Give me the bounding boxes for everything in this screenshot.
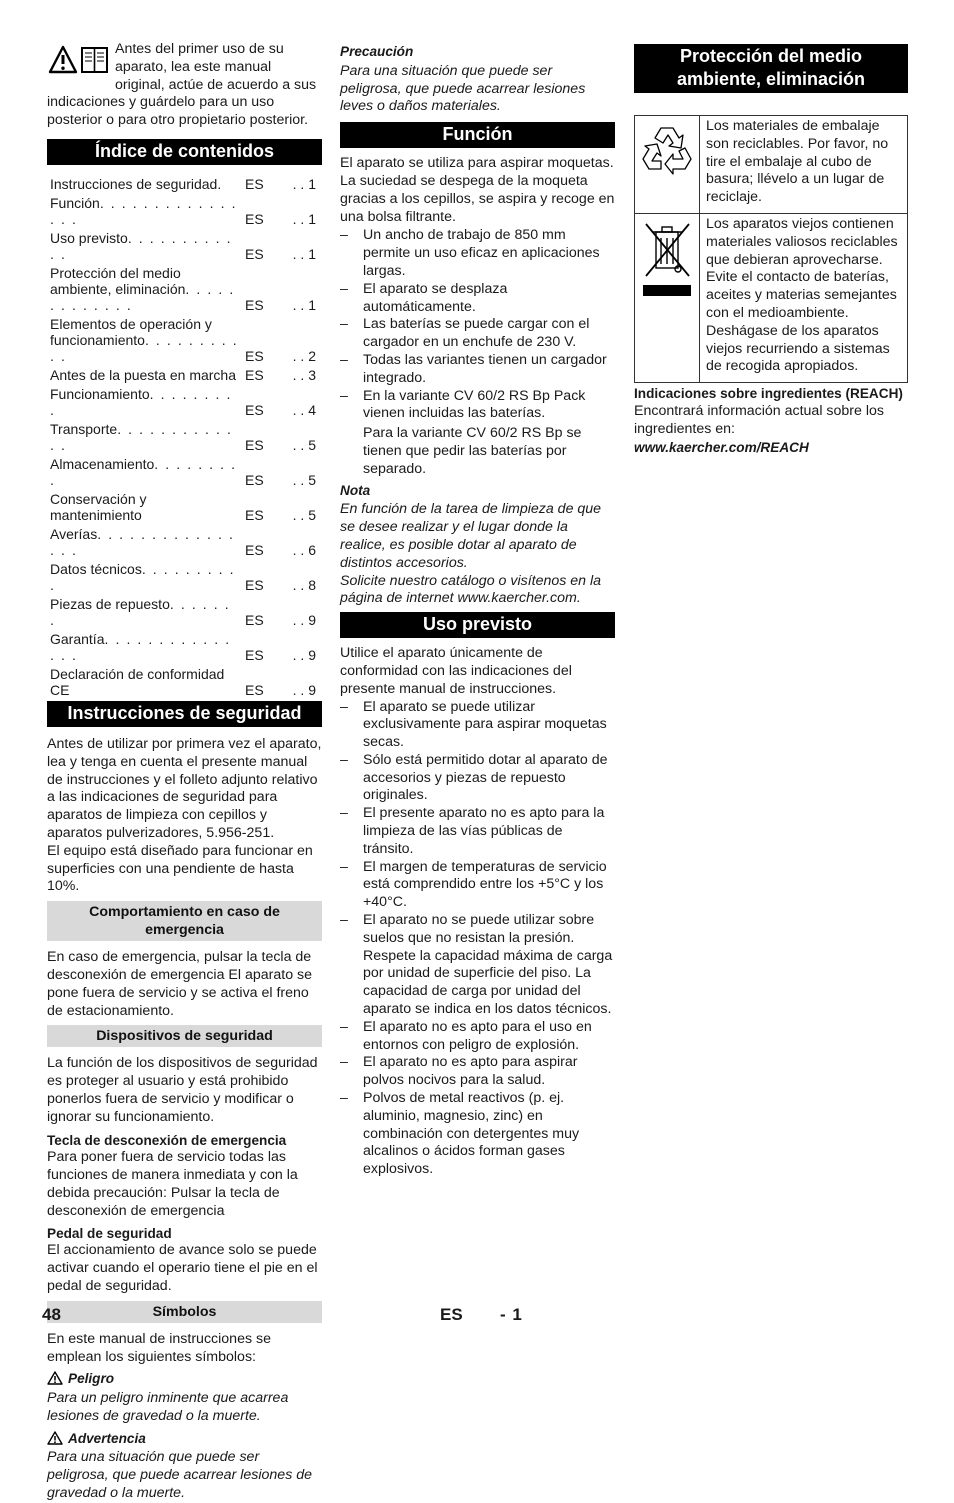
devices-heading: Dispositivos de seguridad	[47, 1025, 322, 1047]
note-text-1: En función de la tarea de limpieza de que se desee realizar y el lugar donde la realice, es posible dotar al aparato de distintos accesorios.	[340, 501, 602, 571]
warning-label: Advertencia	[68, 1430, 146, 1446]
toc-entry-lang: ES	[245, 577, 264, 594]
list-item: – El aparato se puede utilizar exclusivamente para aspirar moquetas secas.	[340, 699, 615, 752]
toc-dots: . . . . . . . . . . . . . . .	[50, 631, 231, 664]
toc-entry-title: Almacenamiento. . . . . . . . .	[50, 456, 237, 489]
toc-entry-lang: ES	[245, 297, 264, 314]
reach-text: Encontrará información actual sobre los ingredientes en:	[634, 402, 884, 437]
list-item: – Todas las variantes tienen un cargador integrado.	[340, 352, 615, 388]
toc-dots: . . . . . . . . . . . .	[50, 230, 233, 263]
function-text: El aparato se utiliza para aspirar moquetas. La suciedad se despega de la moqueta gracias a los cepillos, se aspira y recoge en una bolsa filtrante.	[340, 155, 615, 225]
toc-entry-lang: ES	[245, 211, 264, 228]
toc-entry[interactable]	[47, 420, 322, 455]
page-footer	[0, 1306, 954, 1330]
toc-entry-title: Antes de la puesta en marcha	[50, 367, 237, 384]
toc-dots: . . . . . . . . . . . . . . . .	[50, 195, 238, 228]
toc-entry[interactable]	[47, 630, 322, 665]
env-packaging-text: Los materiales de embalaje son reciclables. Por favor, no tire el embalaje al cubo de basura; llévelo a un lugar de reciclaje.	[700, 116, 908, 214]
reach-heading: Indicaciones sobre ingredientes (REACH)	[634, 386, 903, 402]
toc-entry-lang: ES	[245, 612, 264, 629]
toc-dots: . . . . . . . . . . . . . . . .	[50, 526, 235, 559]
toc-dots: . . . . . . . . . .	[50, 561, 236, 594]
warning-text: Para una situación que puede ser peligrosa, que puede acarrear lesiones de gravedad o la muerte.	[47, 1449, 313, 1502]
intro-icons	[47, 43, 111, 77]
pedal-text: El accionamiento de avance solo se puede activar cuando el operario tiene el pie en el pedal de seguridad.	[47, 1242, 318, 1294]
toc-entry-title: Garantía. . . . . . . . . . . . . . .	[50, 631, 231, 664]
danger-text: Para un peligro inminente que acarrea lesiones de gravedad o la muerte.	[47, 1390, 289, 1424]
emergency-text: En caso de emergencia, pulsar la tecla de desconexión de emergencia El aparato se pone fuera de servicio y se activa el freno de estacionamiento.	[47, 949, 313, 1019]
toc-entry-title: Protección del medio ambiente, eliminación. . . . . . . . . . . . .	[50, 265, 235, 314]
intro-text: Antes del primer uso de su aparato, lea este manual original, actúe de acuerdo a sus indicaciones y guárdelo para un uso posterior o para otro propietario posterior.	[47, 41, 317, 129]
warning-triangle-icon	[47, 1371, 63, 1385]
toc-entry[interactable]	[47, 455, 322, 490]
toc-entry-page: . . 5	[292, 507, 316, 524]
toc-dots: . . . . . . . . . . . . .	[50, 421, 233, 454]
toc-entry-page: . . 1	[292, 246, 316, 263]
toc-entry-title: Instrucciones de seguridad.	[50, 176, 223, 193]
toc-entry[interactable]	[47, 385, 322, 420]
toc-entry[interactable]	[47, 194, 322, 229]
toc-dots: . . . . . . . . .	[50, 386, 232, 419]
env-icon-cell	[635, 213, 700, 382]
toc-entry-lang: ES	[245, 542, 264, 559]
env-icon-cell	[635, 116, 700, 214]
function-extra: Para la variante CV 60/2 RS Bp se tienen que pedir las baterías por separado.	[363, 425, 582, 477]
toc-entry[interactable]	[47, 229, 322, 264]
symbols-text: En este manual de instrucciones se emplean los siguientes símbolos:	[47, 1330, 271, 1365]
toc-dots: .	[217, 176, 223, 193]
list-item: – El aparato se desplaza automáticamente.	[340, 281, 615, 317]
env-row-packaging	[635, 116, 908, 214]
caution-text: Para una situación que puede ser peligrosa, que puede acarrear lesiones leves o daños materiales.	[340, 62, 586, 115]
toc-entry-lang: ES	[245, 437, 264, 454]
estop-heading: Tecla de desconexión de emergencia	[47, 1132, 287, 1148]
toc-entry-page: . . 5	[292, 437, 316, 454]
toc-entry-title: Datos técnicos. . . . . . . . . .	[50, 561, 236, 594]
list-item: – Las baterías se puede cargar con el cargador en un enchufe de 230 V.	[340, 316, 615, 352]
warning-triangle-icon	[47, 1431, 63, 1445]
toc-entry-page: . . 9	[292, 682, 316, 699]
toc-entry-title: Uso previsto. . . . . . . . . . . .	[50, 230, 233, 263]
toc-entry-page: . . 5	[292, 472, 316, 489]
reach-link[interactable]: www.kaercher.com/REACH	[634, 439, 809, 455]
toc-entry[interactable]	[47, 560, 322, 595]
list-item: – El aparato no es apto para el uso en entornos con peligro de explosión.	[340, 1019, 615, 1055]
env-old-devices-text: Los aparatos viejos contienen materiales valiosos reciclables que debieran aprovecharse. Evite el contacto de baterías, aceites y materias semejantes con el medioambiente. Deshágase de los aparatos viejos recurriendo a sistemas de recogida apropiados.	[700, 213, 908, 382]
use-text: Utilice el aparato únicamente de conformidad con las indicaciones del presente manual de instrucciones.	[340, 645, 572, 697]
list-item: – En la variante CV 60/2 RS Bp Pack vienen incluidas las baterías.	[340, 388, 615, 424]
note-label: Nota	[340, 482, 371, 498]
toc-entry-lang: ES	[245, 682, 264, 699]
safety-heading: Instrucciones de seguridad	[47, 701, 322, 727]
manual-book-icon	[82, 48, 107, 72]
footer-section: - 1	[500, 1305, 523, 1324]
crossed-bin-icon	[641, 220, 693, 300]
toc-entry-title: Averías. . . . . . . . . . . . . . . .	[50, 526, 235, 559]
page-number: 48	[42, 1305, 61, 1324]
toc-entry-page: . . 1	[292, 176, 316, 193]
toc-entry-page: . . 8	[292, 577, 316, 594]
list-item: – El margen de temperaturas de servicio está comprendido entre los +5°C y los +40°C.	[340, 859, 615, 912]
use-list	[340, 699, 615, 1180]
toc-entry[interactable]	[47, 490, 322, 525]
list-item: – Polvos de metal reactivos (p. ej. aluminio, magnesio, zinc) en combinación con detergentes muy alcalinos o ácidos forman gases explosivos.	[340, 1090, 615, 1179]
list-item: – El aparato no se puede utilizar sobre suelos que no resistan la presión. Respete la capacidad máxima de carga por unidad de superficie del piso. La capacidad de carga por unidad del aparato se indica en los datos técnicos.	[340, 912, 615, 1019]
toc-entry[interactable]	[47, 264, 322, 315]
danger-label-row	[47, 1370, 322, 1388]
function-list	[340, 227, 615, 423]
estop-text: Para poner fuera de servicio todas las funciones de manera inmediata y con la debida precaución: Pulsar la tecla de desconexión de emergencia	[47, 1149, 298, 1219]
toc-entry-lang: ES	[245, 647, 264, 664]
toc-entry-lang: ES	[245, 246, 264, 263]
toc-entry-title: Funcionamiento. . . . . . . . .	[50, 386, 232, 419]
toc-heading: Índice de contenidos	[47, 139, 322, 165]
warning-triangle-icon	[47, 43, 111, 75]
toc-entry[interactable]	[47, 315, 322, 366]
intro-block	[47, 41, 322, 130]
toc-entry-page: . . 9	[292, 612, 316, 629]
toc-entry[interactable]	[47, 665, 322, 700]
safety-paragraph-1: Antes de utilizar por primera vez el aparato, lea y tenga en cuenta el presente manual de instrucciones y el folleto adjunto relativo a las indicaciones de seguridad para aparatos de limpieza con cepillos y aparatos pulverizadores, 5.956-251.	[47, 735, 322, 841]
use-heading: Uso previsto	[340, 612, 615, 638]
toc-entry[interactable]	[47, 595, 322, 630]
safety-paragraph-2: El equipo está diseñado para funcionar en superficies con una pendiente de hasta 10%.	[47, 842, 313, 895]
toc-entry-page: . . 4	[292, 402, 316, 419]
toc-entry-page: . . 3	[292, 367, 316, 384]
toc-entry-page: . . 1	[292, 211, 316, 228]
list-item: – El presente aparato no es apto para la limpieza de las vías públicas de tránsito.	[340, 805, 615, 858]
symbols-heading: Símbolos	[47, 1301, 322, 1323]
toc-entry-title: Piezas de repuesto. . . . . . .	[50, 596, 231, 629]
toc-entry-page: . . 1	[292, 297, 316, 314]
toc-entry-title: Elementos de operación y funcionamiento. . . . . . . . . . .	[50, 316, 239, 365]
toc-entry-title: Declaración de conformidad CE	[50, 666, 225, 699]
toc-entry-lang: ES	[245, 507, 264, 524]
list-item: – Sólo está permitido dotar al aparato de accesorios y piezas de repuesto originales.	[340, 752, 615, 805]
list-item: – El aparato no es apto para aspirar polvos nocivos para la salud.	[340, 1054, 615, 1090]
toc-entry[interactable]	[47, 525, 322, 560]
toc-dots: . . . . . . . . . . . . .	[50, 281, 235, 314]
pedal-heading: Pedal de seguridad	[47, 1225, 172, 1241]
toc-entry-page: . . 6	[292, 542, 316, 559]
emergency-heading: Comportamiento en caso de emergencia	[47, 901, 322, 941]
column-right	[634, 40, 908, 456]
env-row-old-devices	[635, 213, 908, 382]
list-item: – Un ancho de trabajo de 850 mm permite un uso eficaz en aplicaciones largas.	[340, 227, 615, 280]
toc-entry-title: Transporte. . . . . . . . . . . . .	[50, 421, 233, 454]
devices-text: La función de los dispositivos de seguridad es proteger al usuario y está prohibido ponerlos fuera de servicio y modificar o ignorar su funcionamiento.	[47, 1055, 318, 1125]
footer-language: ES	[440, 1305, 463, 1324]
toc-entry-title: Conservación y mantenimiento	[50, 491, 147, 524]
toc-entry-lang: ES	[245, 472, 264, 489]
toc-entry[interactable]	[47, 366, 322, 385]
warning-label-row	[47, 1430, 322, 1448]
toc-entry-lang: ES	[245, 402, 264, 419]
note-text-2: Solicite nuestro catálogo o visítenos en la página de internet www.kaercher.com.	[340, 572, 602, 607]
toc-dots: . . . . . . .	[50, 596, 231, 629]
toc-entry-lang: ES	[245, 176, 264, 193]
column-left	[47, 40, 322, 1503]
toc-entry[interactable]	[47, 175, 322, 194]
toc-entry-page: . . 2	[292, 348, 316, 365]
env-heading: Protección del medio ambiente, eliminación	[634, 44, 908, 93]
toc-entry-title: Función. . . . . . . . . . . . . . . .	[50, 195, 238, 228]
toc-dots: . . . . . . . . . . .	[50, 332, 239, 365]
caution-label: Precaución	[340, 44, 414, 59]
toc-entry-page: . . 9	[292, 647, 316, 664]
toc-entry-lang: ES	[245, 348, 264, 365]
recycle-icon	[641, 122, 693, 176]
toc-entry-lang: ES	[245, 367, 264, 384]
danger-label: Peligro	[68, 1371, 115, 1387]
toc-dots: . . . . . . . . .	[50, 456, 237, 489]
env-table	[634, 115, 908, 383]
function-heading: Función	[340, 122, 615, 148]
column-middle	[340, 40, 615, 1179]
toc-table	[47, 175, 322, 700]
